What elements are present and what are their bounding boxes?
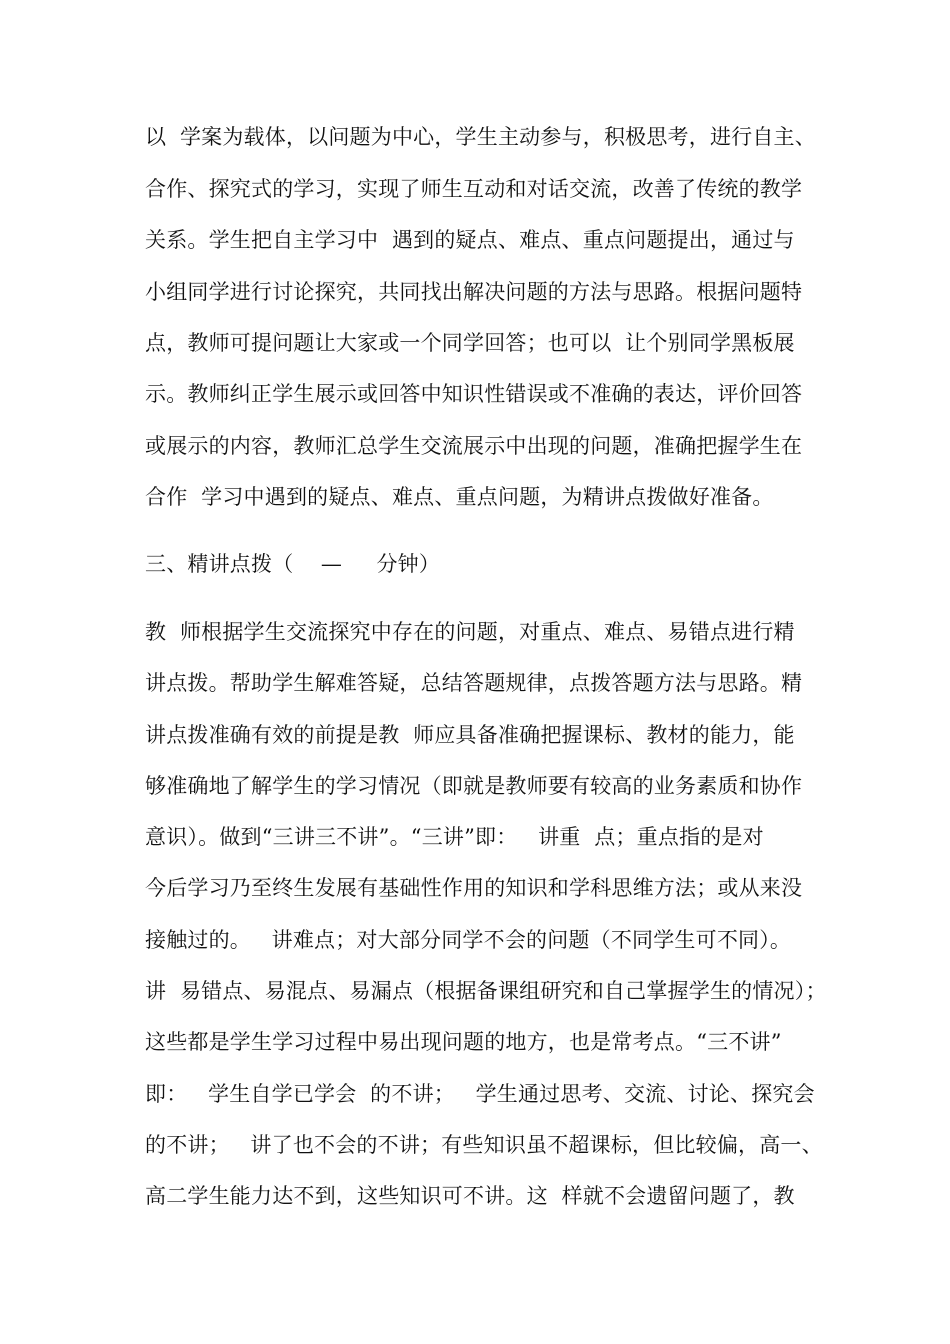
text-line: 示。教师纠正学生展示或回答中知识性错误或不准确的表达，评价回答: [145, 382, 803, 406]
text-line: 讲点拨。帮助学生解难答疑，总结答题规律，点拨答题方法与思路。精: [145, 671, 803, 695]
text-line: 关系。学生把自主学习中 遇到的疑点、难点、重点问题提出，通过与: [145, 228, 795, 252]
text-line: 的不讲； 讲了也不会的不讲；有些知识虽不超课标，但比较偏，高一、: [145, 1133, 823, 1157]
text-line: 这些都是学生学习过程中易出现问题的地方，也是常考点。“三不讲”: [145, 1030, 782, 1054]
text-line: 即： 学生自学已学会 的不讲； 学生通过思考、交流、讨论、探究会: [145, 1082, 815, 1106]
text-line: 以 学案为载体，以问题为中心，学生主动参与，积极思考，进行自主、: [145, 125, 816, 149]
text-line: 今后学习乃至终生发展有基础性作用的知识和学科思维方法；或从来没: [145, 876, 803, 900]
text-line: 讲点拨准确有效的前提是教 师应具备准确把握课标、教材的能力，能: [145, 723, 795, 747]
text-line: 教 师根据学生交流探究中存在的问题，对重点、难点、易错点进行精: [145, 620, 795, 644]
text-line: 小组同学进行讨论探究，共同找出解决问题的方法与思路。根据问题特: [145, 280, 803, 304]
text-line: 讲 易错点、易混点、易漏点（根据备课组研究和自己掌握学生的情况）；: [145, 979, 827, 1003]
text-line: 高二学生能力达不到，这些知识可不讲。这 样就不会遗留问题了，教: [145, 1184, 795, 1208]
text-line: 或展示的内容，教师汇总学生交流展示中出现的问题，准确把握学生在: [145, 434, 803, 458]
text-line: 意识）。做到“三讲三不讲”。“三讲”即： 讲重 点；重点指的是对: [145, 825, 764, 849]
text-line: 够准确地了解学生的学习情况（即就是教师要有较高的业务素质和协作: [145, 774, 803, 798]
text-line: 接触过的。 讲难点；对大部分同学不会的问题（不同学生可不同）。: [145, 928, 792, 952]
text-line: 合作 学习中遇到的疑点、难点、重点问题，为精讲点拨做好准备。: [145, 485, 774, 509]
text-line: 合作、探究式的学习，实现了师生互动和对话交流，改善了传统的教学: [145, 177, 803, 201]
section-heading: 三、精讲点拨（ — 分钟）: [145, 552, 441, 576]
text-line: 点，教师可提问题让大家或一个同学回答；也可以 让个别同学黑板展: [145, 331, 795, 355]
